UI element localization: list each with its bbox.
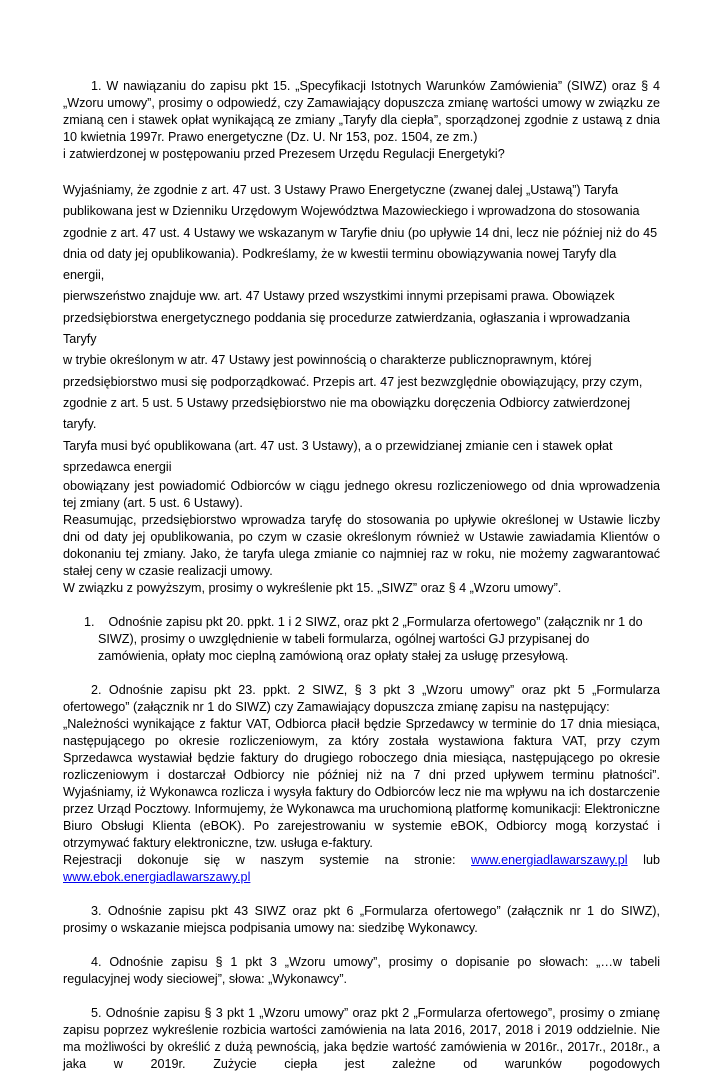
question-3: 2. Odnośnie zapisu pkt 23. ppkt. 2 SIWZ, § 3 pkt 3 „Wzoru umowy” oraz pkt 5 „Formularza ofertowego” (załącznik nr 1 do SIWZ) czy Zamawiający dopuszcza zmianę zapisu na następujący: xyxy=(63,683,660,715)
registration-word: stronie: xyxy=(414,853,456,868)
spacer xyxy=(63,665,660,682)
spacer xyxy=(63,886,660,903)
energiadlawarszawy-link[interactable]: www.energiadlawarszawy.pl xyxy=(471,853,628,868)
answer-1-line: pierwszeństwo znajduje ww. art. 47 Ustawy przed wszystkimi innymi przepisami prawa. Obowiązek xyxy=(63,289,615,304)
question-2-number: 1. xyxy=(84,615,95,630)
registration-word: się xyxy=(204,853,221,868)
answer-1-line: zgodnie z art. 47 ust. 4 Ustawy we wskazanym w Taryfie dniu (po upływie 14 dni, lecz nie później niż do 45 xyxy=(63,225,658,240)
answer-1-line: w trybie określonym w atr. 47 Ustawy jest powinnością o charakterze publicznoprawnym, której xyxy=(63,353,592,368)
question-1-last-line: i zatwierdzonej w postępowaniu przed Prezesem Urzędu Regulacji Energetyki? xyxy=(63,147,505,161)
document-page xyxy=(63,78,660,1073)
question-2-text: Odnośnie zapisu pkt 20. ppkt. 1 i 2 SIWZ, oraz pkt 2 „Formularza ofertowego” (załącznik nr 1 do SIWZ), prosimy o uwzględnienie w tabeli formularza, ogólnej wartości GJ przypisanej do zamówienia, opłaty moc cieplną zamówioną oraz opłaty stałej za usługę przesyłową. xyxy=(98,615,643,664)
answer-1-line: publikowana jest w Dzienniku Urzędowym Województwa Mazowieckiego i wprowadzona do stosowania xyxy=(63,204,640,219)
spacer xyxy=(63,937,660,954)
question-1: 1. W nawiązaniu do zapisu pkt 15. „Specyfikacji Istotnych Warunków Zamówienia” (SIWZ) oraz § 4 „Wzoru umowy”, prosimy o odpowiedź, czy Zamawiający dopuszcza zmianę wartości umowy w związku ze zmianą cen i stawek opłat wynikającą ze zmiany „Taryfy dla ciepła”, sporządzonej zgodnie z ustawą z dnia 10 kwietnia 1997r. Prawo energetyczne (Dz. U. Nr 153, poz. 1504, ze zm.) xyxy=(63,79,660,144)
question-2 xyxy=(63,614,660,665)
registration-word: lub xyxy=(643,853,660,868)
answer-1-line: sprzedawca energii xyxy=(63,459,172,474)
registration-word: na xyxy=(384,853,399,868)
ebok-link[interactable]: www.ebok.energiadlawarszawy.pl xyxy=(63,870,251,885)
question-4: 3. Odnośnie zapisu pkt 43 SIWZ oraz pkt 6 „Formularza ofertowego” (załącznik nr 1 do SIWZ), prosimy o wskazanie miejsca podpisania umowy na: siedzibę Wykonawcy. xyxy=(63,904,660,936)
answer-1-block xyxy=(63,180,660,478)
question-6: 5. Odnośnie zapisu § 3 pkt 1 „Wzoru umowy” oraz pkt 2 „Formularza ofertowego”, prosimy o zmianę zapisu poprzez wykreślenie rozbicia wartości zamówienia na lata 2016, 2017, 2018 i 2019 oddzielnie. Nie ma możliwości by określić z dużą pewnością, jaka będzie wartość zamówienia w 2016r., 2017r., 2018r., a jaka w 2019r. Zużycie ciepła jest zależne od warunków pogodowych xyxy=(63,1006,660,1072)
answer-1-line: zgodnie z art. 5 ust. 5 Ustawy przedsiębiorstwo nie ma obowiązku doręczenia Odbiorcy zatwierdzonej taryfy. xyxy=(63,395,630,432)
answer-1-paragraph: obowiązany jest powiadomić Odbiorców w ciągu jednego okresu rozliczeniowego od dnia wprowadzenia tej zmiany (art. 5 ust. 6 Ustawy). xyxy=(63,479,660,511)
registration-word: w xyxy=(235,853,245,868)
registration-word: naszym xyxy=(260,853,304,868)
spacer xyxy=(63,597,660,614)
answer-1-line: przedsiębiorstwa energetycznego poddania się procedurze zatwierdzania, ogłaszania i wprowadzania Taryfy xyxy=(63,310,631,347)
answer-1-conclusion: W związku z powyższym, prosimy o wykreślenie pkt 15. „SIWZ” oraz § 4 „Wzoru umowy”. xyxy=(63,581,562,596)
spacer xyxy=(63,163,660,180)
answer-1-line: przedsiębiorstwo musi się podporządkować. Przepis art. 47 jest bezwzględnie obowiązujący, przy czym, xyxy=(63,374,643,389)
question-3-proposal: „Należności wynikające z faktur VAT, Odbiorca płacił będzie Sprzedawcy w terminie do 17 dnia miesiąca, następującego po okresie rozliczeniowym, za który została wystawiona faktura VAT, przy czym Sprzedawca wystawiał będzie faktury do drugiego roboczego dnia miesiąca, następującego po okresie rozliczeniowym i dostarczał Odbiorcy nie później niż na 7 dni przed upływem terminu płatności”. Wyjaśniamy, iż Wykonawca rozlicza i wysyła faktury do Odbiorców lecz nie ma wpływu na ich dostarczenie przez Urząd Pocztowy. Informujemy, że Wykonawca ma uruchomioną platformę komunikacji: Elektroniczne Biuro Obsługi Klienta (eBOK). Po zarejestrowaniu w systemie eBOK, Odbiorcy mogą korzystać i otrzymywać faktury elektroniczne, tzw. usługa e-faktury. xyxy=(63,717,660,851)
registration-word: Rejestracji xyxy=(63,853,122,868)
spacer xyxy=(63,988,660,1005)
answer-1-line: Wyjaśniamy, że zgodnie z art. 47 ust. 3 Ustawy Prawo Energetyczne (zwanej dalej „Ustawą”) Taryfa xyxy=(63,183,619,197)
answer-1-paragraph: Reasumując, przedsiębiorstwo wprowadza taryfę do stosowania po upływie określonej w Ustawie liczby dni od daty jej opublikowania, po czym w czasie określonym również w Ustawie zawiadamia Klientów o dokonaniu tej zmiany. Jako, że taryfa ulega zmianie co najmniej raz w roku, nie możemy zagwarantować stałej ceny w czasie realizacji umowy. xyxy=(63,513,660,579)
registration-word: dokonuje xyxy=(137,853,189,868)
answer-1-line: Taryfa musi być opublikowana (art. 47 ust. 3 Ustawy), a o przewidzianej zmianie cen i stawek opłat xyxy=(63,438,613,453)
registration-line xyxy=(63,852,660,869)
answer-1-line: dnia od daty jej opublikowania). Podkreślamy, że w kwestii terminu obowiązywania nowej Taryfy dla energii, xyxy=(63,246,617,283)
question-5: 4. Odnośnie zapisu § 1 pkt 3 „Wzoru umowy”, prosimy o dopisanie po słowach: „…w tabeli regulacyjnej wody sieciowej”, słowa: „Wykonawcy”. xyxy=(63,955,660,987)
registration-word: systemie xyxy=(319,853,370,868)
